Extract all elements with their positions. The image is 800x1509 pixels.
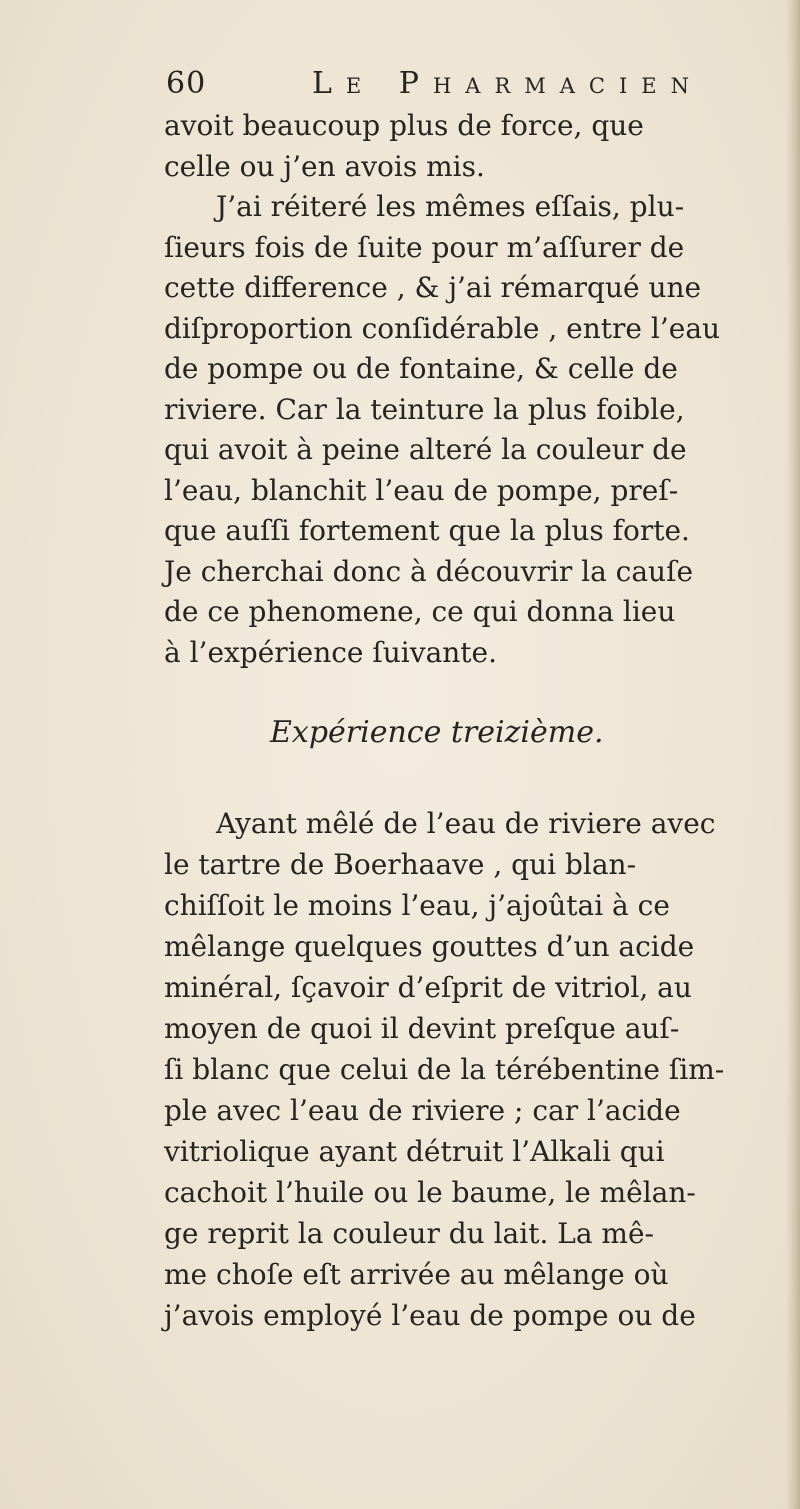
section-heading: Expérience treizième. bbox=[270, 715, 604, 750]
text-line: le tartre de Boerhaave , qui blan- bbox=[164, 848, 637, 881]
text-line: ge reprit la couleur du lait. La mê- bbox=[164, 1217, 655, 1250]
text-line: chiſſoit le moins l’eau, j’ajoûtai à ce bbox=[164, 889, 670, 922]
text-line: ſi blanc que celui de la térébentine ſim- bbox=[164, 1053, 725, 1086]
text-line: moyen de quoi il devint preſque auſ- bbox=[164, 1012, 680, 1045]
page-number: 60 bbox=[166, 66, 207, 101]
text-line: riviere. Car la teinture la plus foible, bbox=[164, 392, 685, 426]
text-line: qui avoit à peine alteré la couleur de bbox=[164, 433, 687, 466]
text-line: ple avec l’eau de riviere ; car l’acide bbox=[164, 1094, 681, 1127]
text-line: l’eau, blanchit l’eau de pompe, preſ- bbox=[164, 473, 679, 507]
text-line: de ce phenomene, ce qui donna lieu bbox=[164, 595, 676, 628]
page-edge-shadow bbox=[786, 0, 800, 1509]
text-line: cachoit l’huile ou le baume, le mêlan- bbox=[164, 1176, 696, 1209]
text-line: mêlange quelques gouttes d’un acide bbox=[164, 930, 695, 963]
text-line: me choſe eſt arrivée au mêlange où bbox=[164, 1258, 669, 1291]
text-line: Je cherchai donc à découvrir la cauſe bbox=[164, 554, 694, 588]
text-line: avoit beaucoup plus de force, que bbox=[164, 109, 644, 142]
text-line: celle ou j’en avois mis. bbox=[164, 149, 485, 183]
text-line: cette difference , & j’ai rémarqué une bbox=[164, 271, 702, 304]
running-header bbox=[166, 64, 726, 104]
paragraph-block-1 bbox=[164, 106, 784, 673]
text-line: ſieurs fois de ſuite pour m’aſſurer de bbox=[164, 230, 685, 264]
paragraph-block-2 bbox=[164, 803, 784, 1336]
text-line: minéral, ſçavoir d’eſprit de vitriol, au bbox=[164, 971, 692, 1004]
text-line: J’ai réiteré les mêmes eſſais, plu- bbox=[216, 190, 685, 223]
text-line: vitriolique ayant détruit l’Alkali qui bbox=[164, 1135, 665, 1168]
text-line: Ayant mêlé de l’eau de riviere avec bbox=[216, 807, 716, 840]
text-line: que auſſi fortement que la plus forte. bbox=[164, 514, 690, 547]
text-line: diſproportion conſidérable , entre l’eau bbox=[164, 311, 721, 345]
running-title: Le Pharmacien bbox=[312, 66, 703, 101]
text-line: de pompe ou de fontaine, & celle de bbox=[164, 352, 678, 385]
text-line: j’avois employé l’eau de pompe ou de bbox=[164, 1299, 696, 1332]
text-line: à l’expérience ſuivante. bbox=[164, 635, 498, 669]
